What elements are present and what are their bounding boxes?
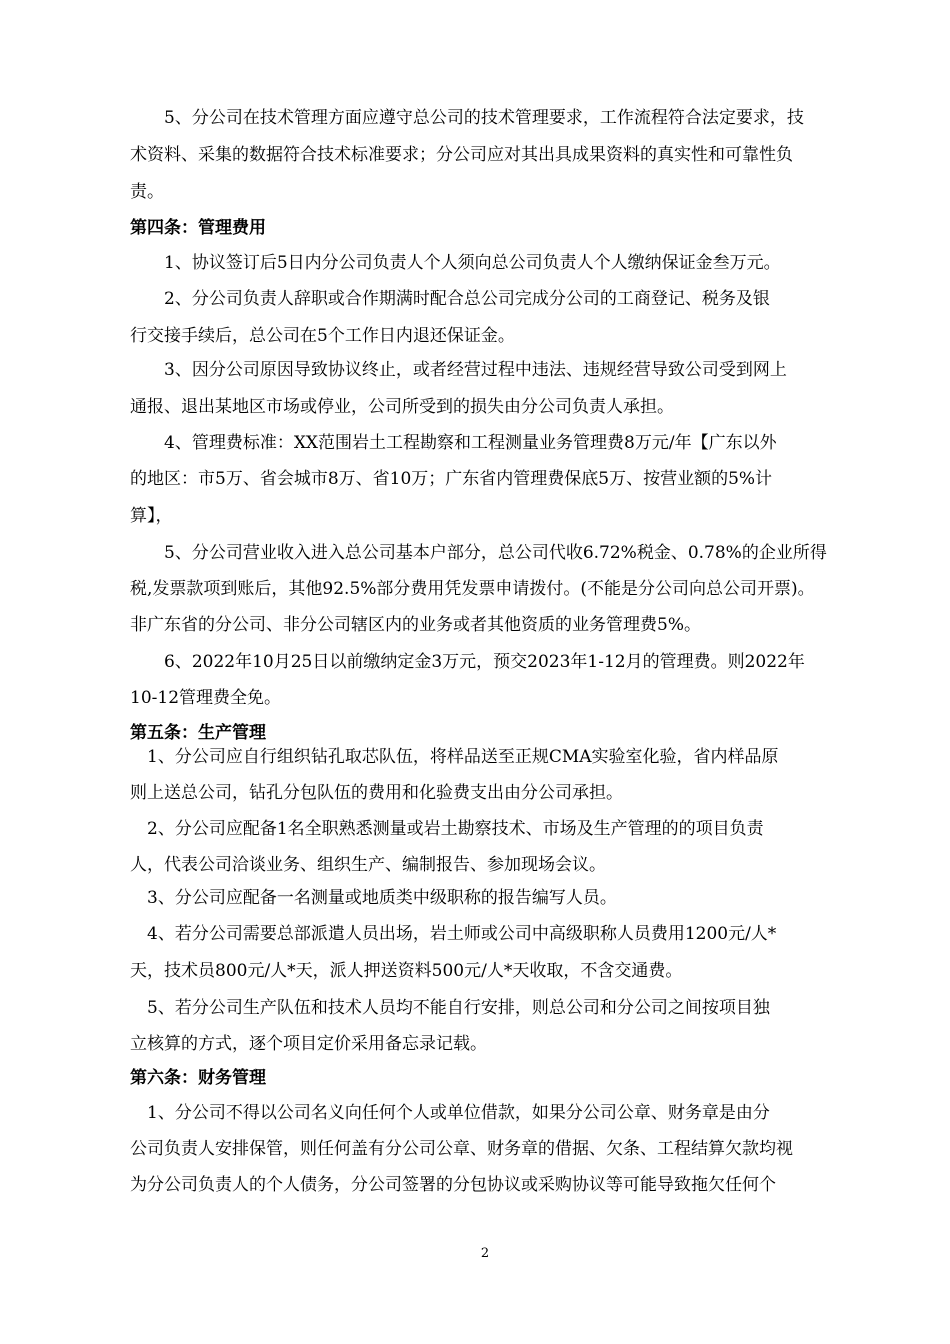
article5-p5-line1: 5、若分公司生产队伍和技术人员均不能自行安排，则总公司和分公司之间按项目独	[130, 998, 770, 1018]
article5-p4-line1: 4、若分公司需要总部派遣人员出场，岩土师或公司中高级职称人员费用1200元/人*	[130, 924, 777, 944]
article5-p2-line2: 人，代表公司洽谈业务、组织生产、编制报告、参加现场会议。	[130, 855, 606, 875]
article4-p4-line1: 4、管理费标准：XX范围岩土工程勘察和工程测量业务管理费8万元/年【广东以外	[130, 433, 777, 453]
article4-p6-line1: 6、2022年10月25日以前缴纳定金3万元，预交2023年1-12月的管理费。则2022年	[130, 652, 805, 672]
article5-p2-line1: 2、分公司应配备1名全职熟悉测量或岩土勘察技术、市场及生产管理的的项目负责	[130, 819, 764, 839]
article5-p1-line1: 1、分公司应自行组织钻孔取芯队伍，将样品送至正规CMA实验室化验，省内样品原	[130, 747, 779, 767]
article4-p3-line1: 3、因分公司原因导致协议终止，或者经营过程中违法、违规经营导致公司受到网上	[130, 360, 787, 380]
article3-p5-line1: 5、分公司在技术管理方面应遵守总公司的技术管理要求，工作流程符合法定要求，技	[130, 108, 804, 128]
article4-p1-line1: 1、协议签订后5日内分公司负责人个人须向总公司负责人个人缴纳保证金叁万元。	[130, 253, 781, 273]
article6-p1-line1: 1、分公司不得以公司名义向任何个人或单位借款，如果分公司公章、财务章是由分	[130, 1103, 770, 1123]
article5-heading: 第五条：生产管理	[130, 723, 266, 743]
article5-p4-line2: 天，技术员800元/人*天，派人押送资料500元/人*天收取，不含交通费。	[130, 961, 683, 981]
article3-p5-line3: 责。	[130, 182, 164, 202]
article4-p5-line3: 非广东省的分公司、非分公司辖区内的业务或者其他资质的业务管理费5%。	[130, 615, 701, 635]
article5-p1-line2: 则上送总公司，钻孔分包队伍的费用和化验费支出由分公司承担。	[130, 783, 623, 803]
article4-p5-line1: 5、分公司营业收入进入总公司基本户部分，总公司代收6.72%税金、0.78%的企业所得	[130, 543, 827, 563]
article6-p1-line3: 为分公司负责人的个人债务，分公司签署的分包协议或采购协议等可能导致拖欠任何个	[130, 1175, 776, 1195]
article4-p4-line3: 算】，	[130, 506, 173, 526]
article4-p2-line1: 2、分公司负责人辞职或合作期满时配合总公司完成分公司的工商登记、税务及银	[130, 289, 770, 309]
article5-p5-line2: 立核算的方式，逐个项目定价采用备忘录记载。	[130, 1034, 487, 1054]
article4-heading: 第四条：管理费用	[130, 218, 266, 238]
article4-p3-line2: 通报、退出某地区市场或停业，公司所受到的损失由分公司负责人承担。	[130, 397, 674, 417]
article6-p1-line2: 公司负责人安排保管，则任何盖有分公司公章、财务章的借据、欠条、工程结算欠款均视	[130, 1139, 793, 1159]
article4-p5-line2: 税,发票款项到账后，其他92.5%部分费用凭发票申请拨付。(不能是分公司向总公司开票)。	[130, 579, 815, 599]
article3-p5-line2: 术资料、采集的数据符合技术标准要求；分公司应对其出具成果资料的真实性和可靠性负	[130, 145, 793, 165]
page-number: 2	[480, 1246, 490, 1261]
article5-p3-line1: 3、分公司应配备一名测量或地质类中级职称的报告编写人员。	[130, 888, 617, 908]
article4-p6-line2: 10-12管理费全免。	[130, 688, 282, 708]
article4-p2-line2: 行交接手续后，总公司在5个工作日内退还保证金。	[130, 326, 515, 346]
article6-heading: 第六条：财务管理	[130, 1068, 266, 1088]
article4-p4-line2: 的地区：市5万、省会城市8万、省10万；广东省内管理费保底5万、按营业额的5%计	[130, 469, 773, 489]
